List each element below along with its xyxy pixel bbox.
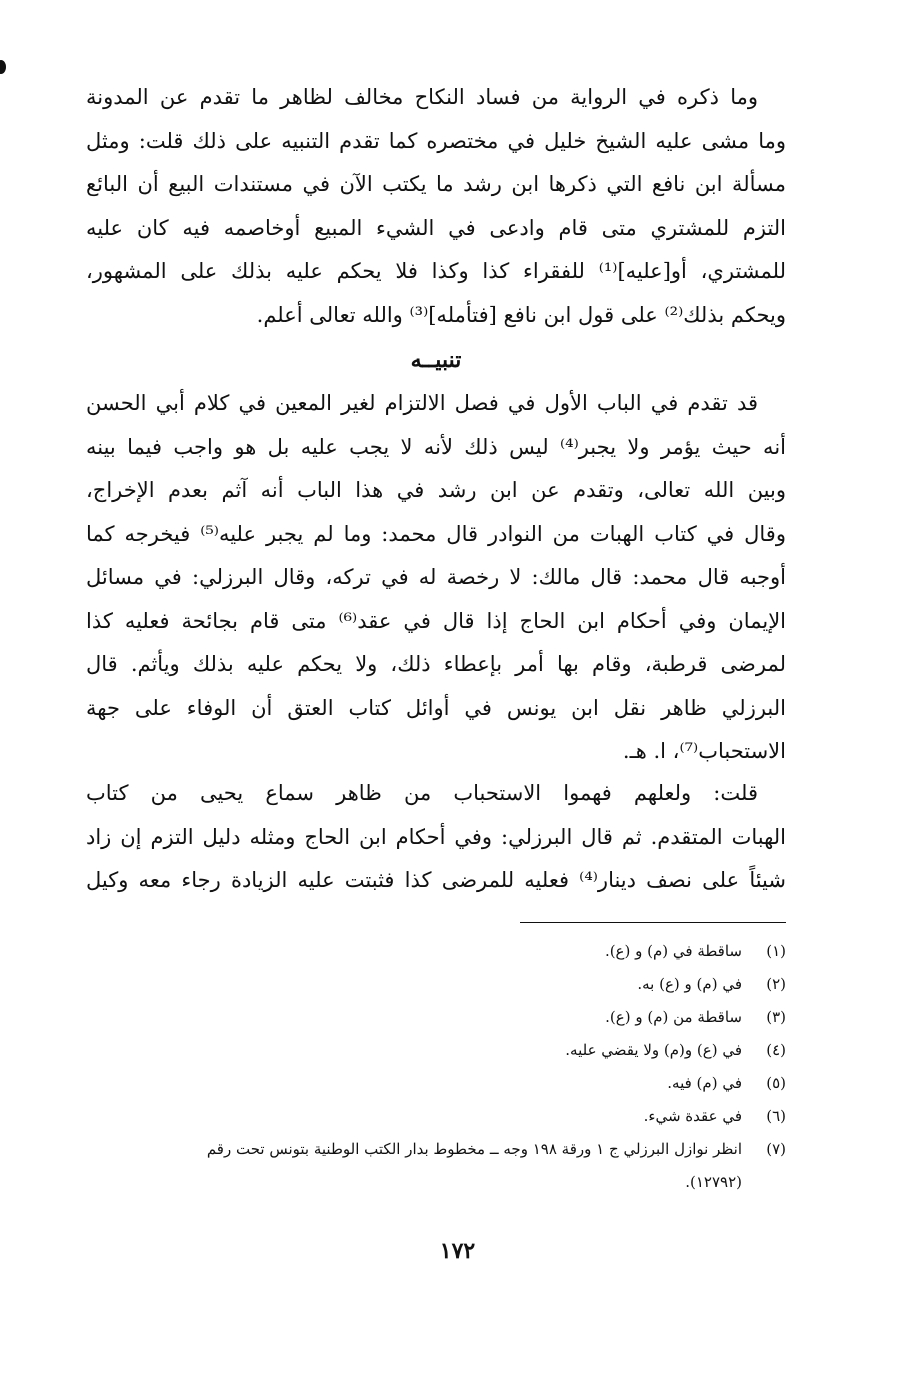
paragraph-3 <box>86 772 786 903</box>
footnote-number: (٢) <box>766 975 786 993</box>
footnote-text: ساقطة في (م) و (ع). <box>604 942 742 960</box>
text-line: وقال في كتاب الهبات من النوادر قال محمد: وما لم يجبر عليه⁽⁵⁾ فيخرجه كما <box>86 521 786 546</box>
footnote-item <box>86 1100 786 1133</box>
footnote-text: في (م) و (ع) به. <box>637 975 742 993</box>
text-line: وما مشى عليه الشيخ خليل في مختصره كما تقدم التنبيه على ذلك قلت: ومثل <box>86 128 786 153</box>
footnote-number: (٦) <box>766 1107 786 1125</box>
footnote-number: (٤) <box>766 1041 786 1059</box>
text-line: أنه حيث يؤمر ولا يجبر⁽⁴⁾ ليس ذلك لأنه لا يجب عليه بل هو واجب فيما بينه <box>86 434 786 459</box>
text-line: الهبات المتقدم. ثم قال البرزلي: وفي أحكام ابن الحاج ومثله دليل التزم إن زاد <box>86 824 786 849</box>
footnote-item <box>86 968 786 1001</box>
text-line: لمرضى قرطبة، وقام بها أمر بإعطاء ذلك، ولا يحكم عليه بذلك ويأثم. قال <box>86 652 786 676</box>
footnote-item <box>86 1067 786 1100</box>
page-edge-mark <box>0 60 6 74</box>
footnote-item <box>86 1034 786 1067</box>
footnote-text: في (م) فيه. <box>667 1074 742 1092</box>
text-line: قلت: ولعلهم فهموا الاستحباب من ظاهر سماع يحيى من كتاب <box>86 781 758 805</box>
footnote-text: في (ع) و(م) ولا يقضي عليه. <box>565 1041 742 1059</box>
footnote-text: انظر نوازل البرزلي ج ١ ورقة ١٩٨ وجه ــ مخطوط بدار الكتب الوطنية بتونس تحت رقم <box>206 1140 742 1158</box>
text-line: أوجبه قال محمد: قال مالك: لا رخصة له في تركه، وقال البرزلي: في مسائل <box>86 565 786 589</box>
text-line: التزم للمشتري متى قام وادعى في الشيء المبيع أوخاصمه فيه كان عليه <box>86 215 786 240</box>
footnote-text: ساقطة من (م) و (ع). <box>605 1008 742 1026</box>
page-number: ١٧٢ <box>439 1238 476 1264</box>
paragraph-2 <box>86 382 786 774</box>
footnote-number: (١) <box>766 942 786 960</box>
footnotes <box>86 935 786 1199</box>
footnote-number: (٧) <box>766 1140 786 1158</box>
text-line: للمشتري، أو[عليه]⁽¹⁾ للفقراء كذا وكذا فلا يحكم عليه بذلك على المشهور، <box>86 259 786 283</box>
text-line: ويحكم بذلك⁽²⁾ على قول ابن نافع [فتأمله]⁽³⁾ والله تعالى أعلم. <box>256 302 786 327</box>
text-line: الإيمان وفي أحكام ابن الحاج إذا قال في عقد⁽⁶⁾ متى قام بجائحة فعليه كذا <box>86 608 786 633</box>
text-line: الاستحباب⁽⁷⁾، ا. هـ. <box>622 739 786 763</box>
footnote-number: (٥) <box>766 1074 786 1092</box>
text-line: وما ذكره في الرواية من فساد النكاح مخالف لظاهر ما تقدم عن المدونة <box>86 85 758 109</box>
text-line: البرزلي ظاهر نقل ابن يونس في أوائل كتاب العتق أن الوفاء على جهة <box>86 695 786 720</box>
footnote-continuation: (١٢٧٩٢). <box>685 1173 742 1191</box>
footnote-item <box>86 1133 786 1166</box>
text-line: شيئاً على نصف دينار⁽⁴⁾ فعليه للمرضى كذا فثبتت عليه الزيادة رجاء معه وكيل <box>86 868 786 892</box>
text-line: مسألة ابن نافع التي ذكرها ابن رشد ما يكتب الآن في مستندات البيع أن البائع <box>86 172 786 196</box>
footnote-number: (٣) <box>766 1008 786 1026</box>
footnote-text: في عقدة شيء. <box>643 1107 742 1125</box>
footnote-divider <box>520 922 786 923</box>
section-heading: تنبيــه <box>410 347 462 373</box>
paragraph-1 <box>86 76 786 337</box>
text-line: وبين الله تعالى، وتقدم عن ابن رشد في هذا الباب أنه آثم بعدم الإخراج، <box>86 478 786 502</box>
footnote-item <box>86 935 786 968</box>
footnote-item <box>86 1001 786 1034</box>
text-line: قد تقدم في الباب الأول في فصل الالتزام لغير المعين في كلام أبي الحسن <box>86 391 758 415</box>
